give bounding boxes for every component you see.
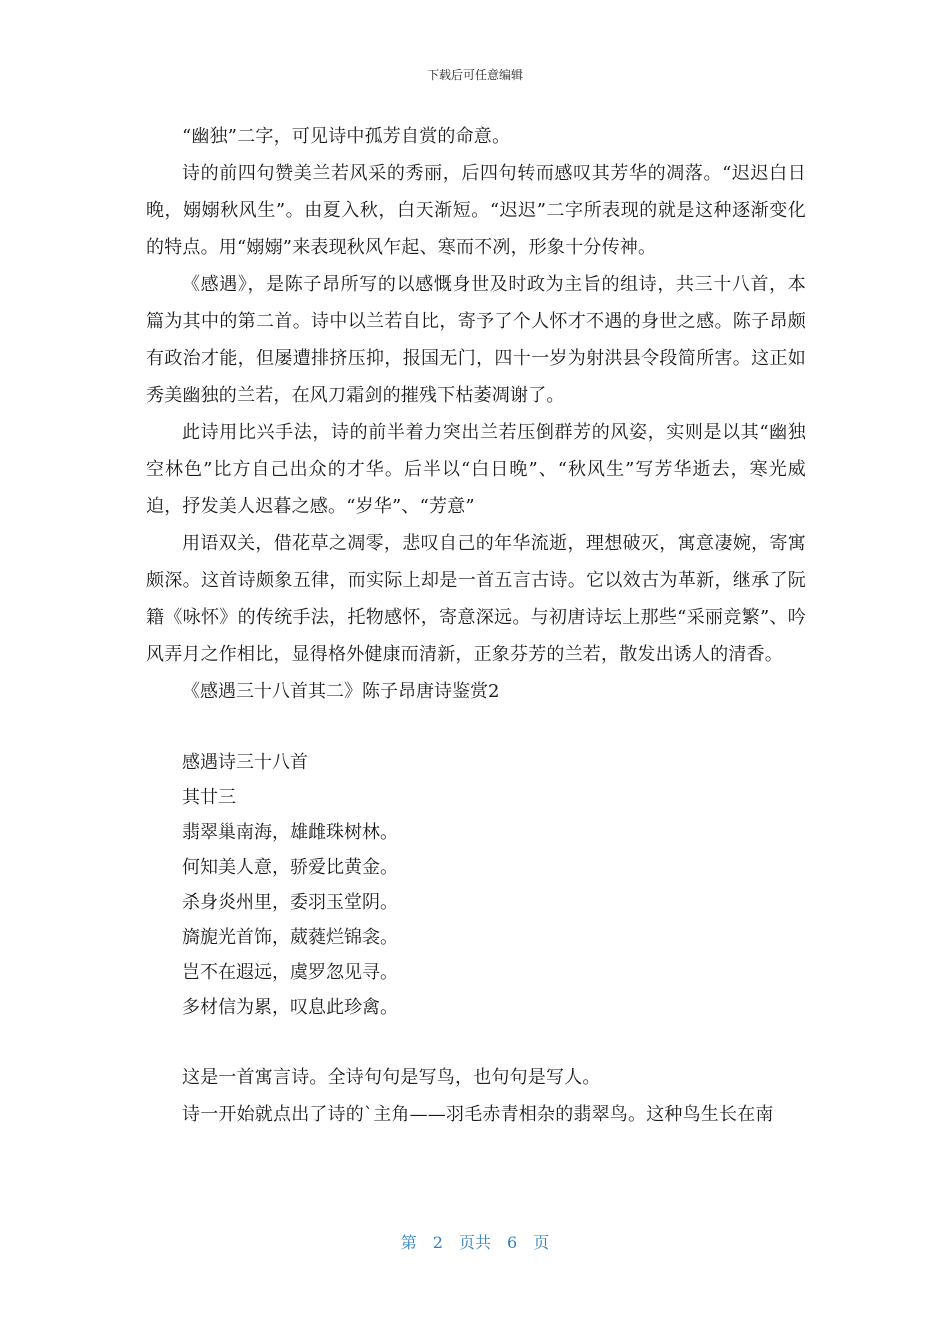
footer-label-page: 第 [400,1233,417,1252]
poem-subtitle: 其廿三 [182,787,236,808]
poem-line: 何知美人意，骄爱比黄金。 [182,857,398,878]
footer-total-pages: 6 [507,1233,518,1252]
footer-current-page: 2 [432,1233,443,1252]
commentary-block [146,1059,806,1133]
paragraph: 此诗用比兴手法，诗的前半着力突出兰若压倒群芳的风姿，实则是以其“幽独空林色”比方自己出众的才华。后半以“白日晚”、“秋风生”写芳华逝去，寒光威迫，抒发美人迟暮之感。“岁华”、“芳意” [146,422,806,517]
paragraph: 《感遇》，是陈子昂所写的以感慨身世及时政为主旨的组诗，共三十八首，本篇为其中的第二首。诗中以兰若自比，寄予了个人怀才不遇的身世之感。陈子昂颇有政治才能，但屡遭排挤压抑，报国无门，四十一岁为射洪县令段简所害。这正如秀美幽独的兰若，在风刀霜剑的摧残下枯萎凋谢了。 [146,274,806,406]
footer-label-of: 页共 [458,1233,491,1252]
paragraph: 这是一首寓言诗。全诗句句是写鸟，也句句是写人。 [182,1067,601,1088]
poem-line: 翡翠巢南海，雄雌珠树林。 [182,822,398,843]
paragraph: 用语双关，借花草之凋零，悲叹自己的年华流逝，理想破灭，寓意凄婉，寄寓颇深。这首诗颇象五律，而实际上却是一首五言古诗。它以效古为革新，继承了阮籍《咏怀》的传统手法，托物感怀，寄意深远。与初唐诗坛上那些“采丽竞繁”、吟风弄月之作相比，显得格外健康而清新，正象芬芳的兰若，散发出诱人的清香。 [146,533,806,665]
poem-block [146,745,806,1025]
footer-label-end: 页 [533,1233,550,1252]
poem-line: 旖旎光首饰，葳蕤烂锦衾。 [182,927,398,948]
paragraph: 诗的前四句赞美兰若风采的秀丽，后四句转而感叹其芳华的凋落。“迟迟白日晚，嫋嫋秋风生”。由夏入秋，白天渐短。“迟迟”二字所表现的就是这种逐渐变化的特点。用“嫋嫋”来表现秋风乍起、寒而不冽，形象十分传神。 [146,163,806,258]
poem-line: 多材信为累，叹息此珍禽。 [182,997,398,1018]
paragraph: 诗一开始就点出了诗的`主角——羽毛赤青相杂的翡翠鸟。这种鸟生长在南 [182,1104,774,1125]
poem-line: 杀身炎州里，委羽玉堂阴。 [182,892,398,913]
page-footer [0,1230,950,1253]
document-body [146,118,806,1133]
poem-title: 感遇诗三十八首 [182,752,308,773]
page-header: 下载后可任意编辑 [426,68,523,82]
paragraph: “幽独”二字，可见诗中孤芳自赏的命意。 [182,126,511,147]
section-title: 《感遇三十八首其二》陈子昂唐诗鉴赏2 [182,681,500,702]
poem-line: 岂不在遐远，虞罗忽见寻。 [182,962,398,983]
